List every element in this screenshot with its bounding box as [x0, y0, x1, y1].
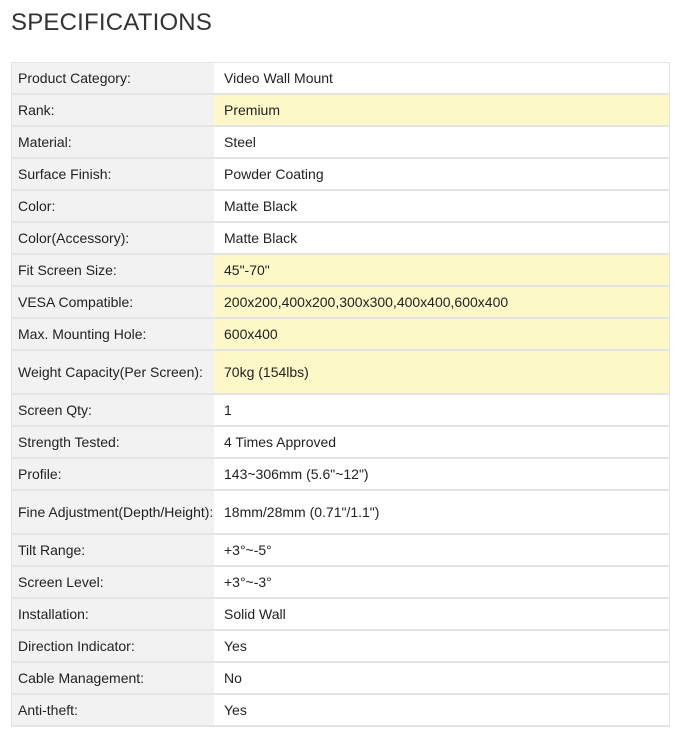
spec-row	[12, 94, 670, 126]
spec-row	[12, 598, 670, 630]
spec-label: Product Category:	[12, 63, 215, 95]
spec-value: Premium	[214, 94, 670, 126]
spec-value: Yes	[214, 630, 670, 662]
spec-label: Material:	[12, 126, 215, 158]
spec-value: No	[214, 662, 670, 694]
spec-value: Video Wall Mount	[214, 63, 670, 95]
spec-label: Strength Tested:	[12, 426, 215, 458]
spec-value: +3°~-3°	[214, 566, 670, 598]
spec-value: 200x200,400x200,300x300,400x400,600x400	[214, 286, 670, 318]
spec-row	[12, 158, 670, 190]
spec-value: 18mm/28mm (0.71"/1.1")	[214, 490, 670, 534]
spec-row	[12, 286, 670, 318]
spec-value: Yes	[214, 694, 670, 726]
spec-row	[12, 566, 670, 598]
spec-row	[12, 662, 670, 694]
spec-value: 1	[214, 394, 670, 426]
spec-value: 600x400	[214, 318, 670, 350]
spec-row	[12, 394, 670, 426]
specifications-table	[11, 62, 670, 727]
page-title: SPECIFICATIONS	[11, 9, 213, 36]
spec-row	[12, 126, 670, 158]
spec-label: VESA Compatible:	[12, 286, 215, 318]
spec-row	[12, 254, 670, 286]
spec-label: Installation:	[12, 598, 215, 630]
spec-label: Max. Mounting Hole:	[12, 318, 215, 350]
spec-row	[12, 458, 670, 490]
spec-label: Surface Finish:	[12, 158, 215, 190]
spec-row	[12, 426, 670, 458]
spec-value: Powder Coating	[214, 158, 670, 190]
spec-value: Matte Black	[214, 222, 670, 254]
spec-row	[12, 63, 670, 95]
spec-row	[12, 694, 670, 726]
spec-value: 4 Times Approved	[214, 426, 670, 458]
spec-label: Color(Accessory):	[12, 222, 215, 254]
spec-value: 70kg (154lbs)	[214, 350, 670, 394]
spec-label: Fit Screen Size:	[12, 254, 215, 286]
spec-row	[12, 534, 670, 566]
spec-row	[12, 490, 670, 534]
spec-label: Cable Management:	[12, 662, 215, 694]
spec-value: 143~306mm (5.6"~12")	[214, 458, 670, 490]
spec-label: Screen Level:	[12, 566, 215, 598]
spec-label: Color:	[12, 190, 215, 222]
spec-value: 45"-70"	[214, 254, 670, 286]
spec-label: Profile:	[12, 458, 215, 490]
spec-label: Direction Indicator:	[12, 630, 215, 662]
spec-label: Anti-theft:	[12, 694, 215, 726]
spec-value: Matte Black	[214, 190, 670, 222]
spec-row	[12, 350, 670, 394]
spec-value: Solid Wall	[214, 598, 670, 630]
spec-label: Screen Qty:	[12, 394, 215, 426]
spec-label: Tilt Range:	[12, 534, 215, 566]
spec-row	[12, 222, 670, 254]
spec-row	[12, 318, 670, 350]
spec-value: +3°~-5°	[214, 534, 670, 566]
spec-row	[12, 190, 670, 222]
spec-label: Rank:	[12, 94, 215, 126]
spec-label: Weight Capacity(Per Screen):	[12, 350, 215, 394]
spec-label: Fine Adjustment(Depth/Height):	[12, 490, 215, 534]
spec-row	[12, 630, 670, 662]
spec-value: Steel	[214, 126, 670, 158]
